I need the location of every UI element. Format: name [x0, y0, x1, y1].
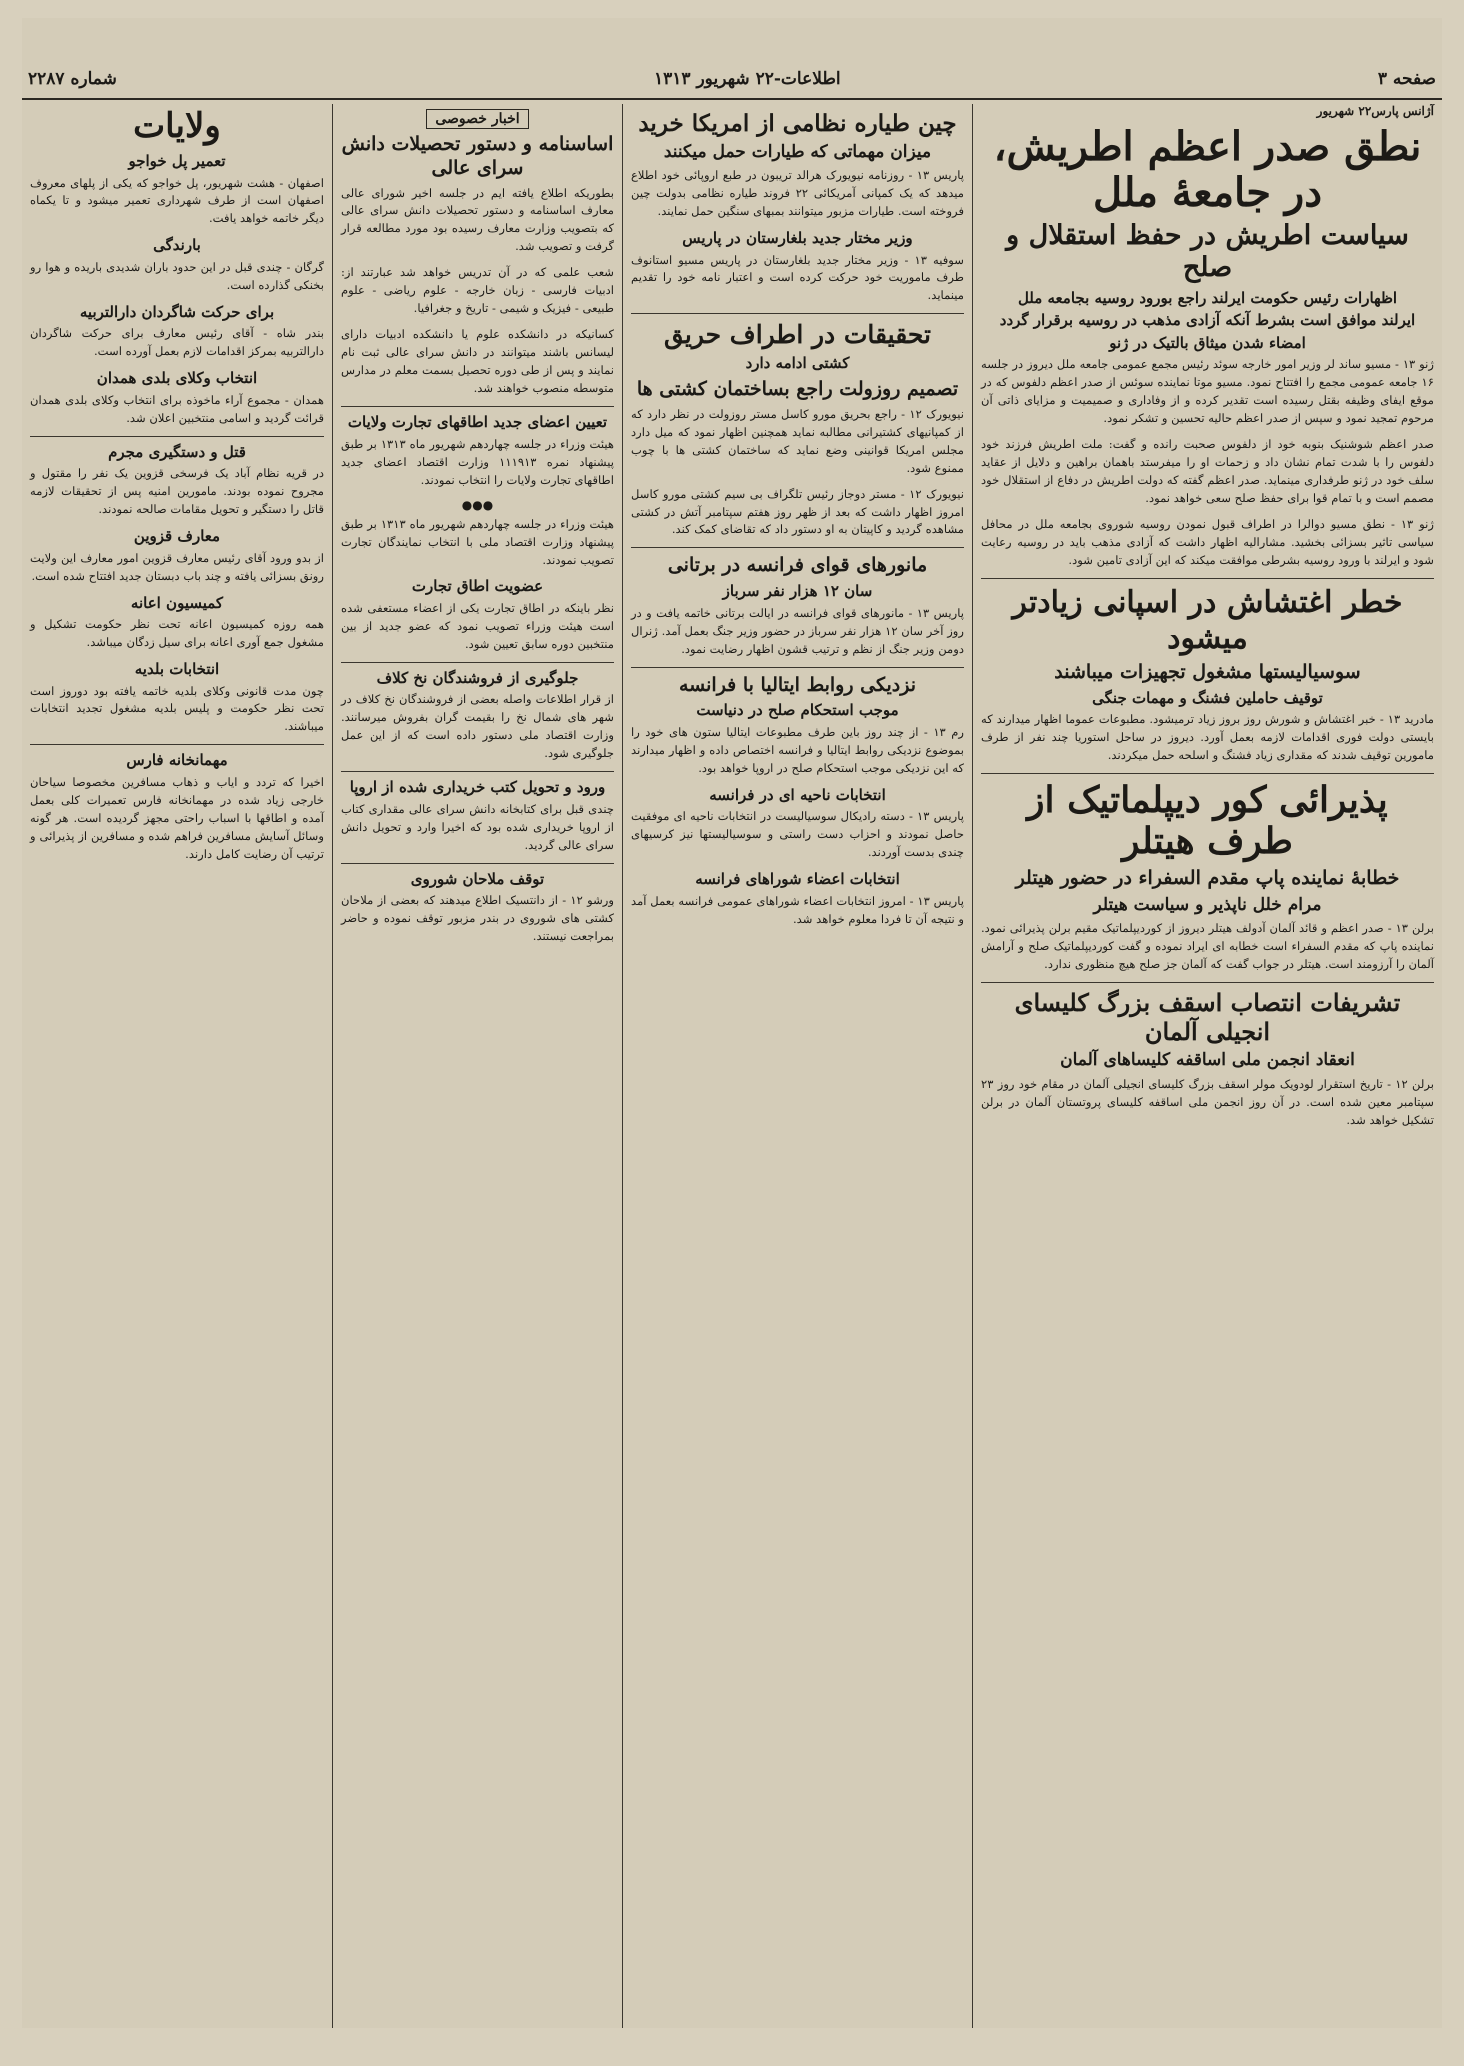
headline-bishop: تشریفات انتصاب اسقف بزرگ کلیسای انجیلی آلمان: [1014, 987, 1401, 1046]
divider: [981, 773, 1434, 774]
article-text: نیویورک ۱۲ - راجع بحریق مورو کاسل مستر روزولت در نظر دارد که از کمپانیهای کشتیرانی مطالبه نماید همچنین اظهار نمود که میل دارد مجلس امریکا قوانینی وضع نماید که ساختمان کشتی ها با چوب ممنوع شود.: [631, 406, 964, 475]
divider: [981, 982, 1434, 983]
headline-fars-hotel: مهمانخانه فارس: [126, 751, 228, 770]
headline-fire: تحقیقات در اطراف حریق: [664, 320, 931, 350]
paper-date: اطلاعات-۲۲ شهریور ۱۳۱۳: [654, 69, 841, 89]
divider: [631, 667, 964, 668]
divider: [341, 662, 614, 663]
divider: [631, 313, 964, 314]
subhead-italy-france: موجب استحکام صلح در دنیاست: [696, 701, 899, 720]
headline-austria: نطق صدر اعظم اطریش، در جامعهٔ ملل: [993, 123, 1422, 216]
article-text: پاریس ۱۳ - مانورهای قوای فرانسه در ایالت برتانی خاتمه یافت و در روز آخر سان ۱۲ هزار نفر سرباز در حضور وزیر جنگ بعمل آمد. ژنرال دومن وزیر جنگ از نظم و ترتیب قشون اظهار رضایت نمود.: [631, 605, 965, 656]
headline-hitler: پذیرائی کور دیپلماتیک از طرف هیتلر: [1027, 779, 1388, 863]
article-text: اخیرا که تردد و ایاب و ذهاب مسافرین مخصوصا سیاحان خارجی زیاد شده در مهمانخانه فارس تعمیرات کلی بعمل آمده و اطاقها با اسباب راحتی مجهز گردیده است. هر گونه وسائل آسایش مسافرین فراهم شده و مسافرین از پذیرائی و ترتیب آن رضایت کامل دارند.: [30, 774, 324, 861]
article-text: چون مدت قانونی وکلای بلدیه خاتمه یافته بود دوروز است تحت نظر حکومت و پلیس بلدیه مشغول تجدید انتخابات میباشند.: [30, 683, 324, 734]
deck-roosevelt: تصمیم روزولت راجع بساختمان کشتی ها: [636, 377, 959, 400]
article-text: پاریس ۱۳ - دسته رادیکال سوسیالیست در انتخابات ناحیه ای موفقیت حاصل نمودند و احزاب دست راستی و سوسیالیستها نیز کرسیهای چندی بدست آوردند.: [631, 809, 964, 860]
article-text: از بدو ورود آقای رئیس معارف قزوین امور معارف این ولایت رونق بسزائی یافته و چند باب دبستان جدید افتتاح شده است.: [30, 550, 324, 583]
masthead: [22, 60, 1442, 100]
issue-number: شماره ۲۲۸۷: [28, 69, 117, 89]
headline-china-planes: چین طیاره نظامی از امریکا خرید: [638, 110, 957, 137]
headline-maneuvers: مانورهای قوای فرانسه در برتانی: [667, 554, 928, 577]
article-text: رم ۱۳ - از چند روز باین طرف مطبوعات ایتالیا ستون های خود را بموضوع نزدیکی روابط ایتالیا و فرانسه اختصاص داده و اظهار میدارند که این نزدیکی موجب استحکام صلح در اروپا خواهد بود.: [631, 724, 965, 775]
headline-qazvin-education: معارف قزوین: [133, 527, 221, 546]
divider: [341, 771, 614, 772]
article-text: کسانیکه در دانشکده علوم یا دانشکده ادبیات دارای لیسانس باشند میتوانند در دانش سرای عالی ثبت نام نمایند و پس از طی دوره تحصیل بسمت معلم در مدارس متوسطه منصوب خواهند شد.: [341, 327, 614, 396]
headline-chamber-membership: عضویت اطاق تجارت: [411, 577, 544, 596]
headline-municipal: انتخابات بلدیه: [134, 660, 220, 678]
headline-councils: انتخابات اعضاء شوراهای فرانسه: [695, 870, 900, 889]
article-text: در قریه نظام آباد یک فرسخی قزوین یک نفر را مقتول و مجروح نموده بودند. مامورین امنیه پس از تحقیقات لازمه قاتل را دستگیر و تحویل مقامات صالحه نمودند.: [30, 466, 324, 517]
article-text: برلن ۱۳ - صدر اعظم و قائد آلمان آدولف هیتلر دیروز از کوردیپلماتیک مقیم برلن پذیرائی نمود. نماینده پاپ که مقدم السفراء است خطابه ای ایراد نموده و گفت کوردیپلماتیک صلح و آرامش آلمان را آرزومند است. هیتلر در جواب گفت که آلمان جز صلح هیچ منظوری ندارد.: [981, 920, 1434, 971]
article-text: همه روزه کمیسیون اعانه تحت نظر حکومت تشکیل و مشغول جمع آوری اعانه برای سیل زدگان میباشد.: [30, 617, 324, 650]
headline-murder: قتل و دستگیری مجرم: [108, 442, 246, 461]
article-text: بندر شاه - آقای رئیس معارف برای حرکت شاگردان دارالتربیه بمرکز اقدامات لازم بعمل آورده است.: [30, 326, 324, 359]
divider: [30, 744, 324, 745]
subhead-maneuvers: سان ۱۲ هزار نفر سرباز: [722, 582, 873, 601]
divider: [30, 436, 324, 437]
headline-spain: خطر اغتشاش در اسپانی زیادتر میشود: [1012, 584, 1403, 656]
article-text: اصفهان - هشت شهریور، پل خواجو که یکی از پلهای معروف اصفهان است از طرف شهرداری تعمیر میشود و تا یکماه دیگر خاتمه خواهد یافت.: [30, 175, 324, 226]
headline-rainfall: بارندگی: [153, 236, 201, 255]
article-text: شعب علمی که در آن تدریس خواهد شد عبارتند از: ادبیات فارسی - زبان خارجه - علوم ریاضی - علوم طبیعی - فیزیک و شیمی - تاریخ و جغرافیا.: [341, 265, 614, 316]
subhead-austria: سیاست اطریش در حفظ استقلال و صلح: [1006, 220, 1409, 284]
article-text: هیئت وزراء در جلسه چهاردهم شهریور ماه ۱۳۱۳ بر طبق پیشنهاد نمره ۱۱۱۹۱۳ وزارت اقتصاد اعضای جدید اطاقهای تجارت ولایات را انتخاب نمودند.: [341, 436, 615, 487]
divider: [341, 863, 614, 864]
article-text: ورشو ۱۲ - از دانتسیک اطلاع میدهند که بعضی از ملاحان کشتی های شوروی در بندر مزبور توقف نموده و حاضر بمراجعت نیستند.: [341, 893, 614, 944]
article-text: نظر باینکه در اطاق تجارت یکی از اعضاء مستعفی شده است هیئت وزراء تصویب نمود که عضو جدید از بین منتخبین دوره سابق تعیین شود.: [341, 600, 614, 651]
headline-yarn: جلوگیری از فروشندگان نخ کلاف: [376, 668, 579, 687]
page-number: صفحه ۳: [1377, 69, 1436, 89]
article-text: ژنو ۱۳ - نطق مسیو دوالرا در اطراف قبول نمودن روسیه شوروی بجامعه ملل در محافل سیاسی تاثیر بسزائی بخشید. مشارالیه اظهار داشت که آزادی مذهب باید در روسیه رعایت شود و ایرلند با ورود روسیه بشرطی موافقت میکند که این آزادی تامین شود.: [981, 517, 1434, 567]
headline-relief: کمیسیون اعانه: [130, 593, 224, 612]
article-text: گرگان - چندی قبل در این حدود باران شدیدی باریده و هوا رو بخنکی گذارده است.: [30, 259, 324, 292]
agency-line: آژانس پارس۲۲ شهریور: [1316, 104, 1434, 118]
article-text: بطوریکه اطلاع یافته ایم در جلسه اخیر شورای عالی معارف اساسنامه و دستور تحصیلات دانش سرای عالی که بتصویب وزارت معارف رسیده بود مورد مطالعه قرار گرفت و تصویب شد.: [341, 185, 614, 254]
deck-hitler: مرام خلل ناپذیر و سیاست هیتلر: [1093, 894, 1322, 915]
subhead-fire: کشتی ادامه دارد: [745, 354, 850, 373]
headline-books: ورود و تحویل کتب خریداری شده از اروپا: [349, 778, 606, 797]
deck-ireland: اظهارات رئیس حکومت ایرلند راجع بورود روسیه بجامعه ملل: [1017, 288, 1398, 307]
column-world-news: [622, 104, 972, 2028]
column-domestic-news: [332, 104, 622, 2028]
deck-baltic: امضاء شدن میثاق بالتیک در ژنو: [1109, 333, 1306, 352]
article-text: مادرید ۱۳ - خبر اغتشاش و شورش روز بروز زیاد ترمیشود. مطبوعات عموما اظهار میدارند که بایستی دولت فوری اقدامات لازمه بعمل آورد. دیروز در ساحل استوریا چند نفر از طرف مامورین توقیف شدند که مقداری زیاد فشنگ و اسلحه حمل میکردند.: [981, 712, 1434, 763]
article-text: هیئت وزراء در جلسه چهاردهم شهریور ماه ۱۳۱۳ بر طبق پیشنهاد وزارت اقتصاد ملی با انتخاب نمایندگان تجارت تصویب نمودند.: [341, 516, 615, 567]
headline-sailors: توقف ملاحان شوروی: [410, 869, 545, 888]
headline-students: برای حرکت شاگردان دارالتربیه: [79, 302, 275, 321]
article-text: پاریس ۱۳ - امروز انتخابات اعضاء شوراهای عمومی فرانسه بعمل آمد و نتیجه آن تا فردا معلوم خواهد شد.: [631, 893, 964, 926]
subhead-spain: سوسیالیستها مشغول تجهیزات میباشند: [1054, 660, 1361, 683]
article-text: پاریس ۱۳ - روزنامه نیویورک هرالد تریبون در طبع اروپائی خود اطلاع میدهد که یک کمپانی آمریکائی ۲۲ فروند طیاره نظامی بدولت چین فروخته است. طیارات مزبور میتوانند بمبهای سنگین حمل نمایند.: [631, 167, 964, 218]
article-text: برلن ۱۲ - تاریخ استقرار لودویک مولر اسقف بزرگ کلیسای انجیلی آلمان در مقام خود روز ۲۳ سپتامبر معین شده است. در آن روز انجمن ملی اساقفه کلیسای پروتستان آلمان در برلن تشکیل خواهد شد.: [981, 1076, 1434, 1127]
headline-elections: انتخابات ناحیه ای در فرانسه: [709, 785, 886, 804]
divider: [631, 547, 964, 548]
headline-hamadan: انتخاب وکلای بلدی همدان: [96, 369, 258, 388]
column-international-politics: [972, 104, 1442, 2028]
divider: [341, 406, 614, 407]
article-text: ژنو ۱۳ - مسیو ساند لر وزیر امور خارجه سوئد رئیس مجمع عمومی جامعه ملل دیروز در جلسه ۱۶ جامعه عمومی مجمع را افتتاح نمود. مسیو موتا نماینده سوئس از صدر اعظم دلفوس که در موقع ایفای وظیفه بقتل رسیده است تقدیر کرده و از وفاداری و صمیمیت و مزایای ذاتی آن مرحوم تمجید نمود و سپس از صدر اعظم حالیه تحسین و تشکر نمود.: [981, 357, 1434, 426]
deck-spain: توقیف حاملین فشنگ و مهمات جنگی: [1092, 688, 1323, 707]
subhead-hitler: خطابهٔ نماینده پاپ مقدم السفراء در حضور هیتلر: [1015, 866, 1400, 889]
headline-chambers: تعیین اعضای جدید اطاقهای تجارت ولایات: [347, 413, 608, 432]
article-text: سوفیه ۱۳ - وزیر مختار جدید بلغارستان در پاریس مسیو استانوف طرف ماموریت خود حرکت کرده است و اعتبار نامه خود را تقدیم مینماید.: [631, 252, 964, 303]
special-news-tag: اخبار خصوصی: [426, 109, 528, 129]
deck-religion: ایرلند موافق است بشرط آنکه آزادی مذهب در روسیه برقرار گردد: [999, 311, 1416, 330]
article-text: همدان - مجموع آراء ماخوذه برای انتخاب وکلای بلدی همدان قرائت گردید و اسامی منتخبین اعلان شد.: [30, 392, 324, 425]
headline-bulgaria: وزیر مختار جدید بلغارستان در پاریس: [682, 228, 913, 247]
separator-stars: ●●●: [461, 497, 494, 512]
headline-italy-france: نزدیکی روابط ایتالیا با فرانسه: [678, 673, 916, 696]
headline-khajoo-bridge: تعمیر پل خواجو: [128, 152, 226, 170]
headline-teachers-college: اساسنامه و دستور تحصیلات دانش سرای عالی: [341, 133, 614, 179]
article-text: نیویورک ۱۲ - مستر دوجاز رئیس تلگراف بی سیم کشتی مورو کاسل امروز اظهار داشت که بعد از ظهر روز هفتم سپتامبر آتش در کشتی مشاهده گردید و کاپیتان به او دستور داد که تقاضای کمک کند.: [631, 486, 965, 537]
article-text: چندی قبل برای کتابخانه دانش سرای عالی مقداری کتاب از اروپا خریداری شده بود که اخیرا وارد و تحویل دانش سرای عالی گردید.: [341, 801, 614, 852]
article-text: صدر اعظم شوشنیک بنوبه خود از دلفوس صحبت رانده و گفت: ملت اطریش فرزند خود دلفوس را با شدت تمام نشان داد و زحمات او را میفرستد باهمان براهین و دلایل از عقاید سلف خود در ژنو طرفداری مینماید. صدر اعظم گفته که دولت اطریش در دفاع از استقلال خود مصمم است و با تمام قوا برای حفظ صلح سعی خواهد نمود.: [981, 437, 1434, 506]
article-text: از قرار اطلاعات واصله بعضی از فروشندگان نخ کلاف در شهر های شمال نخ را بقیمت گران بفروش میرسانند. وزارت اقتصاد ملی دستور داده است که از این عمل جلوگیری شود.: [341, 692, 614, 761]
subhead-china-planes: میزان مهماتی که طیارات حمل میکنند: [663, 141, 932, 162]
divider: [981, 578, 1434, 579]
column-provinces: [22, 104, 332, 2028]
subhead-bishop: انعقاد انجمن ملی اساقفه کلیساهای آلمان: [1060, 1050, 1355, 1071]
section-title: ولایات: [133, 106, 221, 146]
newspaper-page: [22, 18, 1442, 2028]
